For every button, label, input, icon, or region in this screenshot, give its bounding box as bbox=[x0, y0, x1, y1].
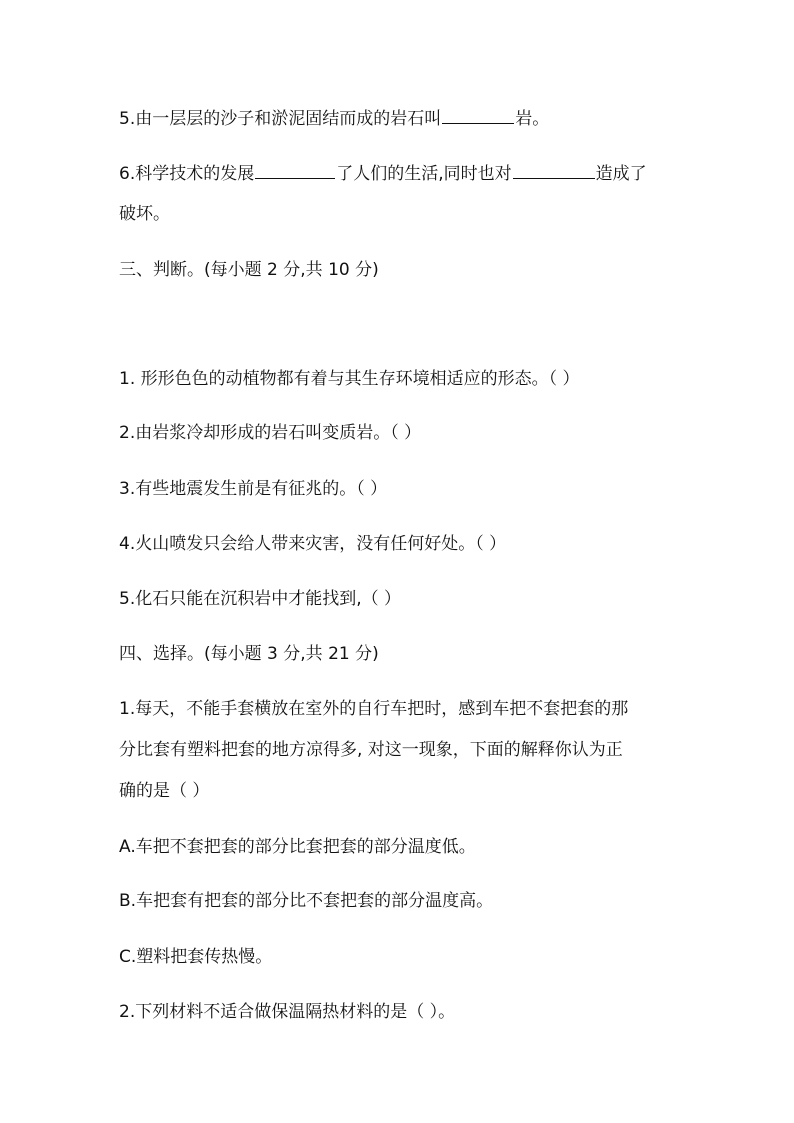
choice-question-1-line: 确的是（ ） bbox=[119, 781, 210, 801]
answer-blank[interactable] bbox=[513, 162, 595, 179]
judgment-item: 4.火山喷发只会给人带来灾害，没有任何好处。（ ） bbox=[119, 534, 507, 554]
choice-option-a: A.车把不套把套的部分比套把套的部分温度低。 bbox=[119, 837, 476, 857]
answer-blank[interactable] bbox=[255, 162, 335, 179]
fill-in-question-5 bbox=[119, 107, 699, 130]
answer-blank[interactable] bbox=[442, 107, 514, 124]
judgment-item: 1. 形形色色的动植物都有着与其生存环境相适应的形态。（ ） bbox=[119, 369, 580, 389]
choice-question-1-line: 分比套有塑料把套的地方凉得多, 对这一现象，下面的解释你认为正 bbox=[119, 740, 623, 760]
choice-question-2: 2.下列材料不适合做保温隔热材料的是（ ）。 bbox=[119, 1002, 456, 1022]
fill-in-question-6 bbox=[119, 162, 699, 185]
question-text: 岩。 bbox=[515, 109, 550, 129]
section-heading-choice: 四、选择。(每小题 3 分,共 21 分) bbox=[119, 644, 379, 664]
question-text: 造成了 bbox=[595, 164, 647, 184]
judgment-item: 2.由岩浆冷却形成的岩石叫变质岩。（ ） bbox=[119, 423, 422, 443]
choice-option-c: C.塑料把套传热慢。 bbox=[119, 947, 273, 967]
judgment-item: 3.有些地震发生前是有征兆的。（ ） bbox=[119, 479, 388, 499]
choice-option-b: B.车把套有把套的部分比不套把套的部分温度高。 bbox=[119, 891, 494, 911]
fill-in-question-6-continuation: 破坏。 bbox=[119, 204, 170, 224]
choice-question-1-line: 1.每天，不能手套横放在室外的自行车把时，感到车把不套把套的那 bbox=[119, 699, 629, 719]
section-heading-judgment: 三、判断。(每小题 2 分,共 10 分) bbox=[119, 260, 379, 280]
question-text: 6.科学技术的发展 bbox=[119, 164, 255, 184]
judgment-item: 5.化石只能在沉积岩中才能找到,（ ） bbox=[119, 589, 402, 609]
question-text: 了人们的生活,同时也对 bbox=[336, 164, 512, 184]
question-text: 5.由一层层的沙子和淤泥固结而成的岩石叫 bbox=[119, 109, 442, 129]
